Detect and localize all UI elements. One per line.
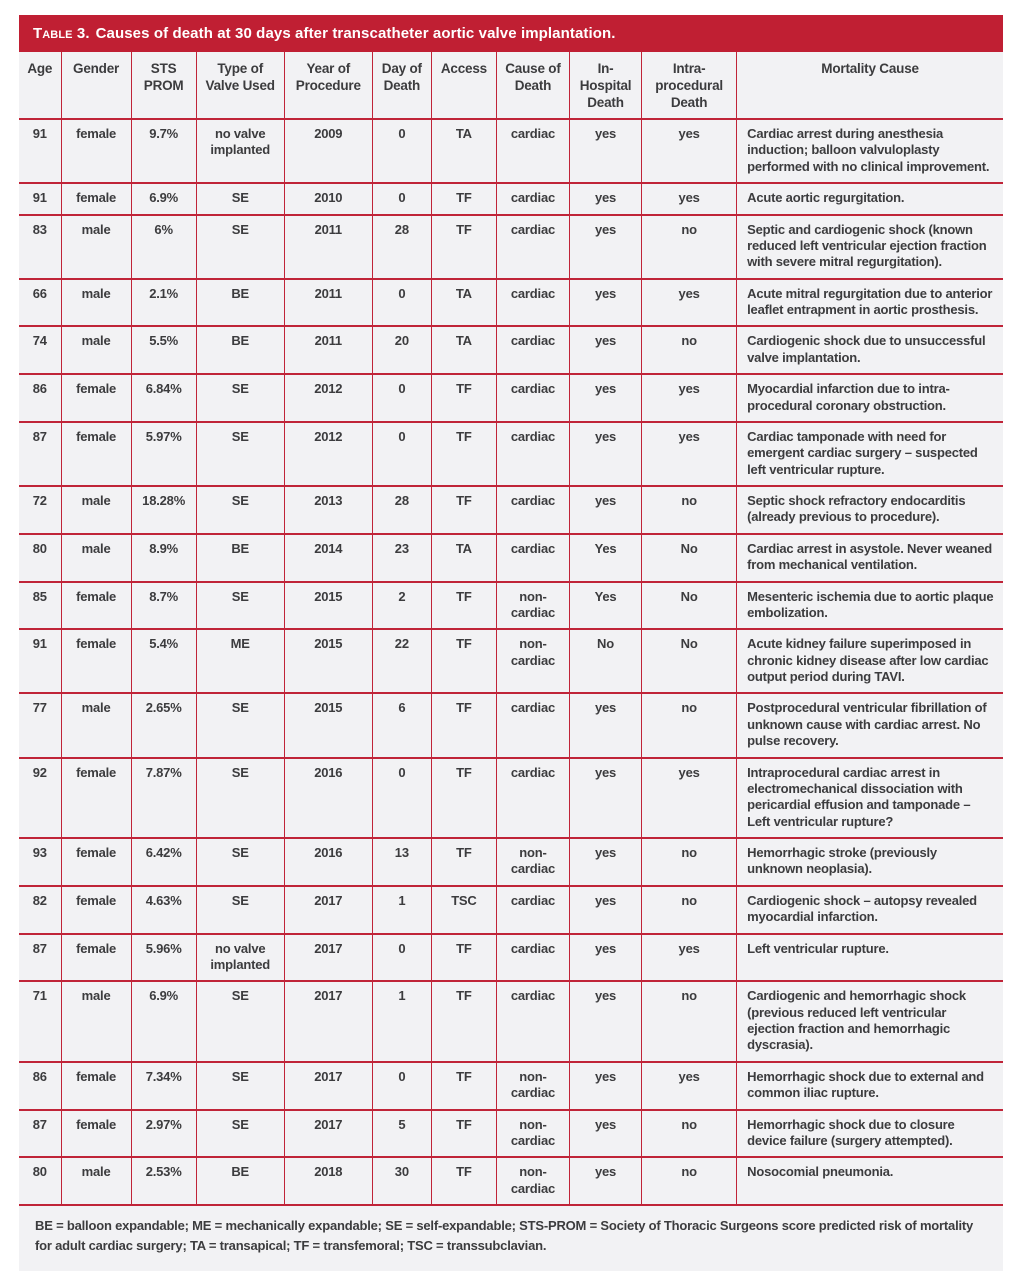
column-header-in_hospital: In-Hospital Death (569, 52, 641, 119)
cell-cause: non-cardiac (496, 629, 569, 693)
cell-age: 87 (19, 1110, 61, 1158)
cell-sts_prom: 2.97% (131, 1110, 196, 1158)
cell-day: 20 (372, 326, 431, 374)
cell-in_hospital: Yes (569, 582, 641, 630)
table-row (19, 215, 1003, 279)
cell-cause: cardiac (496, 758, 569, 839)
cell-year: 2016 (284, 758, 372, 839)
cell-cause: cardiac (496, 886, 569, 934)
column-header-cause: Cause of Death (496, 52, 569, 119)
table-row (19, 981, 1003, 1062)
cell-intraprocedural: No (642, 629, 737, 693)
column-header-mortality_cause: Mortality Cause (737, 52, 1003, 119)
table-title: Causes of death at 30 days after transcatheter aortic valve implantation. (95, 25, 616, 42)
cell-mortality_cause: Cardiac tamponade with need for emergent cardiac surgery – suspected left ventricular rupture. (737, 422, 1003, 486)
cell-access: TF (431, 1062, 496, 1110)
cell-access: TF (431, 838, 496, 886)
cell-cause: cardiac (496, 534, 569, 582)
cell-valve: SE (196, 486, 284, 534)
cell-year: 2012 (284, 374, 372, 422)
cell-age: 83 (19, 215, 61, 279)
cell-day: 1 (372, 981, 431, 1062)
cell-year: 2017 (284, 981, 372, 1062)
cell-gender: female (61, 422, 131, 486)
cell-intraprocedural: yes (642, 279, 737, 327)
cell-gender: female (61, 1110, 131, 1158)
cell-day: 0 (372, 374, 431, 422)
cell-valve: BE (196, 279, 284, 327)
cell-mortality_cause: Acute mitral regurgitation due to anterior leaflet entrapment in aortic prosthesis. (737, 279, 1003, 327)
column-header-intraprocedural: Intra-procedural Death (642, 52, 737, 119)
cell-day: 13 (372, 838, 431, 886)
cell-mortality_cause: Hemorrhagic shock due to closure device failure (surgery attempted). (737, 1110, 1003, 1158)
table-row (19, 1110, 1003, 1158)
cell-mortality_cause: Nosocomial pneumonia. (737, 1157, 1003, 1205)
cell-year: 2015 (284, 693, 372, 757)
cell-access: TF (431, 422, 496, 486)
cell-cause: cardiac (496, 422, 569, 486)
cell-cause: non-cardiac (496, 838, 569, 886)
cell-age: 72 (19, 486, 61, 534)
cell-cause: non-cardiac (496, 1062, 569, 1110)
cell-intraprocedural: yes (642, 758, 737, 839)
cell-mortality_cause: Left ventricular rupture. (737, 934, 1003, 982)
cell-age: 91 (19, 119, 61, 183)
cell-gender: female (61, 886, 131, 934)
cell-age: 87 (19, 934, 61, 982)
cell-in_hospital: yes (569, 886, 641, 934)
cell-year: 2015 (284, 629, 372, 693)
cell-in_hospital: Yes (569, 534, 641, 582)
cell-in_hospital: yes (569, 119, 641, 183)
cell-intraprocedural: no (642, 693, 737, 757)
cell-mortality_cause: Hemorrhagic shock due to external and common iliac rupture. (737, 1062, 1003, 1110)
cell-age: 80 (19, 534, 61, 582)
cell-age: 77 (19, 693, 61, 757)
cell-mortality_cause: Septic and cardiogenic shock (known reduced left ventricular ejection fraction with severe mitral regurgitation). (737, 215, 1003, 279)
cell-mortality_cause: Hemorrhagic stroke (previously unknown neoplasia). (737, 838, 1003, 886)
cell-mortality_cause: Acute kidney failure superimposed in chronic kidney disease after low cardiac output period during TAVI. (737, 629, 1003, 693)
table-row (19, 886, 1003, 934)
cell-gender: male (61, 1157, 131, 1205)
cell-mortality_cause: Cardiac arrest in asystole. Never weaned from mechanical ventilation. (737, 534, 1003, 582)
cell-cause: cardiac (496, 183, 569, 214)
column-header-sts_prom: STS PROM (131, 52, 196, 119)
cell-age: 92 (19, 758, 61, 839)
cell-sts_prom: 6.9% (131, 981, 196, 1062)
cell-gender: male (61, 215, 131, 279)
cell-access: TF (431, 758, 496, 839)
cell-intraprocedural: yes (642, 934, 737, 982)
cell-age: 80 (19, 1157, 61, 1205)
cell-age: 86 (19, 1062, 61, 1110)
cell-valve: SE (196, 693, 284, 757)
cell-in_hospital: yes (569, 981, 641, 1062)
cell-cause: cardiac (496, 374, 569, 422)
cell-cause: cardiac (496, 119, 569, 183)
table-row (19, 693, 1003, 757)
cell-access: TSC (431, 886, 496, 934)
table-row (19, 119, 1003, 183)
cell-gender: female (61, 374, 131, 422)
cell-day: 23 (372, 534, 431, 582)
cell-intraprocedural: no (642, 215, 737, 279)
cell-access: TF (431, 934, 496, 982)
cell-year: 2012 (284, 422, 372, 486)
cell-day: 28 (372, 215, 431, 279)
cell-sts_prom: 6.84% (131, 374, 196, 422)
table-row (19, 486, 1003, 534)
cell-cause: cardiac (496, 326, 569, 374)
cell-day: 28 (372, 486, 431, 534)
cell-valve: no valve implanted (196, 934, 284, 982)
cell-intraprocedural: yes (642, 119, 737, 183)
cell-gender: female (61, 838, 131, 886)
cell-in_hospital: yes (569, 374, 641, 422)
column-header-valve: Type of Valve Used (196, 52, 284, 119)
cell-day: 0 (372, 279, 431, 327)
cell-in_hospital: yes (569, 183, 641, 214)
cell-sts_prom: 5.96% (131, 934, 196, 982)
cell-day: 30 (372, 1157, 431, 1205)
cell-access: TF (431, 215, 496, 279)
cell-intraprocedural: no (642, 981, 737, 1062)
cell-in_hospital: yes (569, 486, 641, 534)
cell-mortality_cause: Cardiac arrest during anesthesia induction; balloon valvuloplasty performed with no clinical improvement. (737, 119, 1003, 183)
cell-day: 5 (372, 1110, 431, 1158)
cell-cause: cardiac (496, 934, 569, 982)
cell-access: TF (431, 1110, 496, 1158)
cell-year: 2011 (284, 326, 372, 374)
cell-mortality_cause: Cardiogenic shock due to unsuccessful valve implantation. (737, 326, 1003, 374)
cell-year: 2017 (284, 1110, 372, 1158)
cell-day: 0 (372, 758, 431, 839)
cell-in_hospital: yes (569, 1062, 641, 1110)
cell-intraprocedural: no (642, 838, 737, 886)
table-body (19, 119, 1003, 1205)
cell-sts_prom: 2.53% (131, 1157, 196, 1205)
cell-in_hospital: No (569, 629, 641, 693)
cell-gender: female (61, 758, 131, 839)
cell-gender: female (61, 119, 131, 183)
table-row (19, 758, 1003, 839)
cell-gender: male (61, 534, 131, 582)
cell-year: 2011 (284, 215, 372, 279)
cell-in_hospital: yes (569, 1110, 641, 1158)
cell-gender: female (61, 1062, 131, 1110)
cell-year: 2009 (284, 119, 372, 183)
cell-valve: BE (196, 326, 284, 374)
cell-sts_prom: 6.9% (131, 183, 196, 214)
cell-access: TA (431, 534, 496, 582)
cell-in_hospital: yes (569, 1157, 641, 1205)
header-row (19, 52, 1003, 119)
cell-day: 0 (372, 422, 431, 486)
table-row (19, 279, 1003, 327)
cell-in_hospital: yes (569, 279, 641, 327)
cell-in_hospital: yes (569, 215, 641, 279)
cell-mortality_cause: Septic shock refractory endocarditis (already previous to procedure). (737, 486, 1003, 534)
column-header-gender: Gender (61, 52, 131, 119)
cell-access: TF (431, 374, 496, 422)
abbreviations-footnote: BE = balloon expandable; ME = mechanically expandable; SE = self-expandable; STS-PROM = Society of Thoracic Surgeons score predicted risk of mortality for adult cardiac surgery; TA = transapical; TF = transfemoral; TSC = transsubclavian. (35, 1218, 974, 1253)
cell-sts_prom: 2.65% (131, 693, 196, 757)
cell-intraprocedural: no (642, 1157, 737, 1205)
cell-valve: SE (196, 1062, 284, 1110)
table-row (19, 374, 1003, 422)
cell-year: 2017 (284, 886, 372, 934)
cell-valve: SE (196, 981, 284, 1062)
cell-intraprocedural: no (642, 326, 737, 374)
cell-year: 2017 (284, 1062, 372, 1110)
cell-access: TF (431, 693, 496, 757)
cell-age: 71 (19, 981, 61, 1062)
cell-cause: non-cardiac (496, 1157, 569, 1205)
cell-valve: SE (196, 758, 284, 839)
cell-year: 2017 (284, 934, 372, 982)
cell-valve: SE (196, 374, 284, 422)
column-header-age: Age (19, 52, 61, 119)
cell-cause: cardiac (496, 486, 569, 534)
cell-cause: non-cardiac (496, 582, 569, 630)
cell-intraprocedural: yes (642, 1062, 737, 1110)
cell-day: 0 (372, 1062, 431, 1110)
cell-sts_prom: 5.5% (131, 326, 196, 374)
cell-valve: BE (196, 534, 284, 582)
cell-year: 2015 (284, 582, 372, 630)
cell-valve: SE (196, 215, 284, 279)
cell-access: TA (431, 279, 496, 327)
cell-sts_prom: 7.87% (131, 758, 196, 839)
cell-year: 2016 (284, 838, 372, 886)
cell-intraprocedural: No (642, 534, 737, 582)
cell-access: TF (431, 582, 496, 630)
cell-access: TF (431, 981, 496, 1062)
column-header-day: Day of Death (372, 52, 431, 119)
cell-gender: female (61, 183, 131, 214)
table-title-prefix: Table 3. (33, 25, 90, 42)
cell-in_hospital: yes (569, 838, 641, 886)
cell-mortality_cause: Cardiogenic shock – autopsy revealed myocardial infarction. (737, 886, 1003, 934)
cell-age: 86 (19, 374, 61, 422)
cell-mortality_cause: Intraprocedural cardiac arrest in electromechanical dissociation with pericardial effusion and tamponade – Left ventricular rupture? (737, 758, 1003, 839)
cell-valve: no valve implanted (196, 119, 284, 183)
table-row (19, 534, 1003, 582)
cell-access: TF (431, 183, 496, 214)
cell-in_hospital: yes (569, 758, 641, 839)
cell-valve: SE (196, 582, 284, 630)
cell-intraprocedural: yes (642, 183, 737, 214)
causes-of-death-table (19, 52, 1003, 1206)
cell-valve: SE (196, 183, 284, 214)
cell-intraprocedural: No (642, 582, 737, 630)
cell-year: 2018 (284, 1157, 372, 1205)
cell-mortality_cause: Myocardial infarction due to intra-procedural coronary obstruction. (737, 374, 1003, 422)
cell-day: 2 (372, 582, 431, 630)
table-row (19, 934, 1003, 982)
cell-sts_prom: 4.63% (131, 886, 196, 934)
cell-sts_prom: 18.28% (131, 486, 196, 534)
cell-access: TA (431, 326, 496, 374)
cell-access: TF (431, 1157, 496, 1205)
cell-sts_prom: 5.97% (131, 422, 196, 486)
cell-gender: male (61, 326, 131, 374)
table-row (19, 183, 1003, 214)
cell-year: 2010 (284, 183, 372, 214)
cell-cause: cardiac (496, 693, 569, 757)
cell-age: 66 (19, 279, 61, 327)
cell-age: 85 (19, 582, 61, 630)
cell-age: 74 (19, 326, 61, 374)
cell-intraprocedural: yes (642, 374, 737, 422)
table-row (19, 326, 1003, 374)
cell-intraprocedural: yes (642, 422, 737, 486)
cell-gender: female (61, 582, 131, 630)
cell-day: 6 (372, 693, 431, 757)
table-row (19, 838, 1003, 886)
cell-valve: BE (196, 1157, 284, 1205)
cell-age: 91 (19, 183, 61, 214)
table-row (19, 422, 1003, 486)
cell-in_hospital: yes (569, 693, 641, 757)
cell-sts_prom: 2.1% (131, 279, 196, 327)
cell-age: 93 (19, 838, 61, 886)
cell-sts_prom: 8.9% (131, 534, 196, 582)
cell-sts_prom: 6% (131, 215, 196, 279)
cell-year: 2011 (284, 279, 372, 327)
cell-mortality_cause: Postprocedural ventricular fibrillation of unknown cause with cardiac arrest. No pulse recovery. (737, 693, 1003, 757)
cell-intraprocedural: no (642, 886, 737, 934)
cell-age: 91 (19, 629, 61, 693)
cell-valve: SE (196, 838, 284, 886)
cell-in_hospital: yes (569, 422, 641, 486)
cell-cause: non-cardiac (496, 1110, 569, 1158)
cell-intraprocedural: no (642, 1110, 737, 1158)
cell-in_hospital: yes (569, 326, 641, 374)
column-header-year: Year of Procedure (284, 52, 372, 119)
table-row (19, 1062, 1003, 1110)
table-row (19, 582, 1003, 630)
cell-cause: cardiac (496, 279, 569, 327)
table-row (19, 629, 1003, 693)
cell-gender: female (61, 934, 131, 982)
cell-cause: cardiac (496, 215, 569, 279)
cell-mortality_cause: Mesenteric ischemia due to aortic plaque embolization. (737, 582, 1003, 630)
cell-mortality_cause: Acute aortic regurgitation. (737, 183, 1003, 214)
cell-sts_prom: 5.4% (131, 629, 196, 693)
cell-gender: male (61, 981, 131, 1062)
cell-day: 22 (372, 629, 431, 693)
table-title-bar (19, 15, 1003, 52)
cell-gender: male (61, 279, 131, 327)
cell-day: 0 (372, 934, 431, 982)
cell-year: 2014 (284, 534, 372, 582)
table-3-panel (19, 15, 1003, 1271)
cell-day: 1 (372, 886, 431, 934)
cell-day: 0 (372, 183, 431, 214)
cell-valve: ME (196, 629, 284, 693)
cell-gender: male (61, 693, 131, 757)
cell-cause: cardiac (496, 981, 569, 1062)
cell-access: TF (431, 486, 496, 534)
cell-valve: SE (196, 1110, 284, 1158)
cell-in_hospital: yes (569, 934, 641, 982)
cell-mortality_cause: Cardiogenic and hemorrhagic shock (previous reduced left ventricular ejection fraction and hemorrhagic dyscrasia). (737, 981, 1003, 1062)
table-row (19, 1157, 1003, 1205)
cell-sts_prom: 9.7% (131, 119, 196, 183)
cell-age: 82 (19, 886, 61, 934)
cell-year: 2013 (284, 486, 372, 534)
cell-intraprocedural: no (642, 486, 737, 534)
cell-gender: male (61, 486, 131, 534)
cell-sts_prom: 7.34% (131, 1062, 196, 1110)
cell-day: 0 (372, 119, 431, 183)
cell-age: 87 (19, 422, 61, 486)
cell-sts_prom: 8.7% (131, 582, 196, 630)
column-header-access: Access (431, 52, 496, 119)
cell-gender: female (61, 629, 131, 693)
cell-valve: SE (196, 886, 284, 934)
cell-valve: SE (196, 422, 284, 486)
cell-sts_prom: 6.42% (131, 838, 196, 886)
cell-access: TA (431, 119, 496, 183)
cell-access: TF (431, 629, 496, 693)
